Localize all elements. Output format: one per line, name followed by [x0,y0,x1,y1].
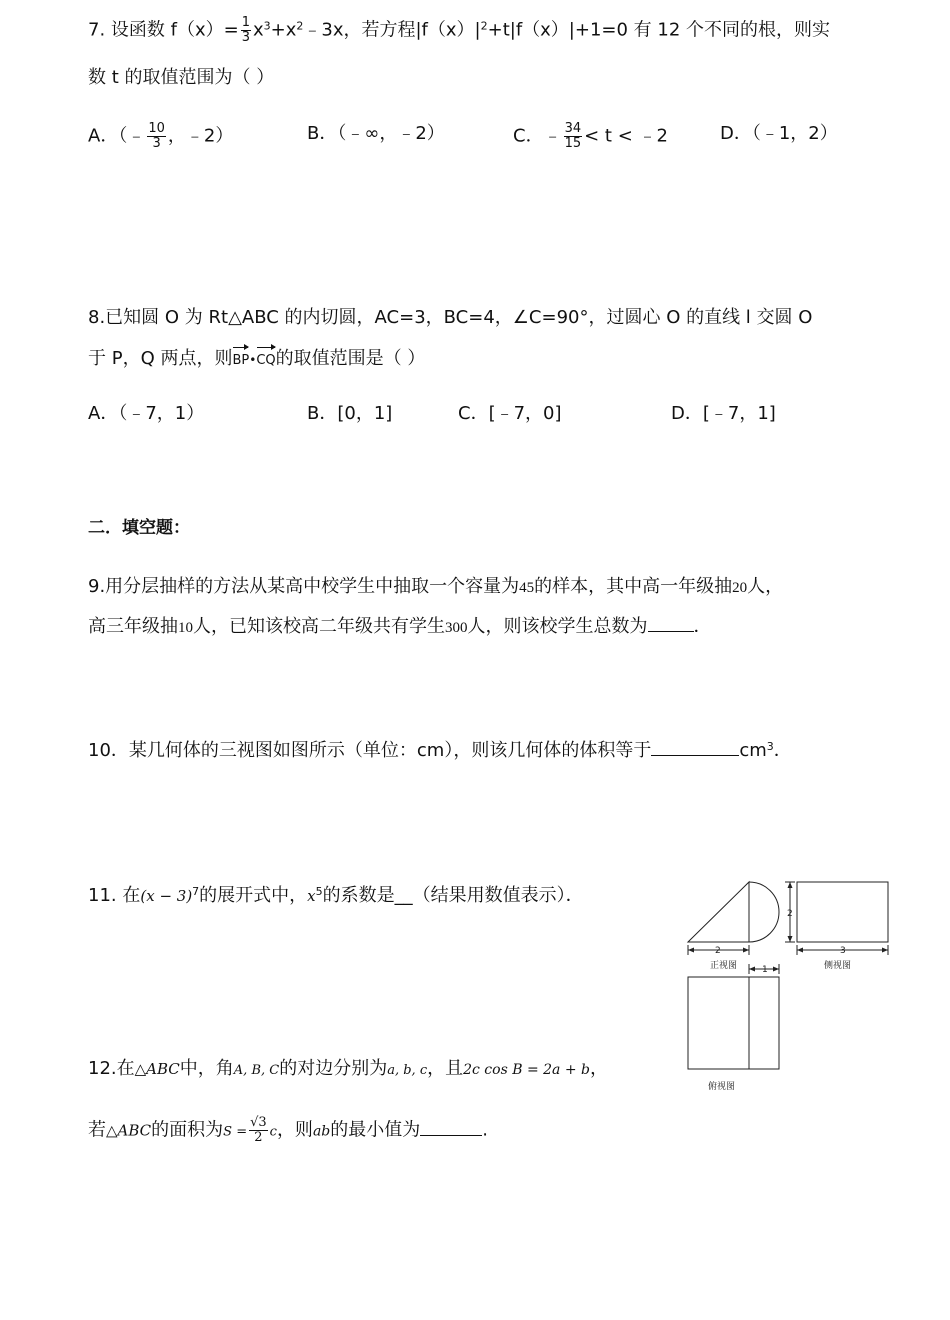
q12-text: 的面积为 [151,1119,224,1141]
vector-cq: CQ [256,345,275,373]
exp: 3 [263,19,271,33]
q11-text: 11. 在 [88,885,141,906]
three-view-figure [678,872,898,1097]
frac-den: 3 [152,136,161,151]
front-view-semicircle [749,882,779,942]
q11-text: 的展开式中， [199,885,308,906]
answer-blank[interactable] [651,737,739,756]
q12-text: 的最小值为 [330,1119,421,1141]
q7-text-a: 7. 设函数 f（x）= [88,19,239,41]
opt-fraction [564,122,583,151]
exp: 3 [766,740,774,753]
q12-text: 若 [88,1119,106,1141]
q7-fraction [241,16,251,45]
side-view-label: 侧视图 [824,961,852,971]
q10-text: 10．某几何体的三视图如图所示（单位：cm），则该几何体的体积等于 [88,740,652,761]
math-expr: (x − 3) [140,887,193,905]
q11-text: 的系数是 [322,885,395,906]
math-expr: A, B, C [233,1063,280,1078]
math-var: c [269,1124,277,1140]
frac-den: 2 [254,1130,263,1145]
q9-line2 [88,613,712,640]
unit: cm [739,740,767,761]
q7-line2: 数 t 的取值范围为（ ） [88,67,275,88]
dim-front-label: 2 [715,946,721,956]
q8-text-b: 的取值范围是（ ） [275,348,426,369]
q10-end: ． [773,740,792,761]
side-view-rect [797,882,888,942]
q12-text: 的对边分别为 [279,1058,388,1079]
answer-blank[interactable] [648,613,694,632]
exp: 2 [480,19,488,33]
q7-text-d: ﹣3x，若方程|f（x）| [303,19,481,41]
q8-option-b[interactable]: B．[0，1] [307,403,393,424]
top-view-rect [688,977,779,1069]
math-var: x [307,887,316,905]
q12-text: . [482,1119,488,1141]
q7-option-b[interactable]: B．（﹣∞，﹣2） [307,123,445,144]
dot-operator: • [249,353,257,367]
q9-text: 的样本，其中高一年级抽 [534,576,733,597]
opt-fraction [147,122,166,151]
q9-line1 [88,575,783,600]
q7-option-d[interactable]: D．（﹣1，2） [720,123,838,144]
q7-option-a[interactable] [88,122,233,151]
q9-text: 人， [747,576,784,597]
q12-text: ，则 [276,1119,313,1141]
math-fraction [249,1116,268,1145]
q9-text: 人，已知该校高二年级共有学生 [193,616,445,637]
frac-num: 1 [241,15,250,30]
frac-num: 10 [148,121,165,136]
number: 20 [732,580,748,596]
q8-option-c[interactable]: C．[﹣7，0] [458,403,562,424]
q7-text-e: +t|f（x）|+1=0 有 12 个不同的根，则实 [487,19,831,41]
dim-side-label: 3 [840,946,846,956]
frac-num: 34 [564,121,582,136]
frac-num: √3 [250,1115,267,1130]
section-heading: 二．填空题： [88,518,190,538]
frac-den: 3 [241,30,250,45]
math-var: ab [312,1123,331,1140]
q11-line [88,884,584,908]
dim-height-label: 2 [787,909,793,919]
q9-text: 高三年级抽 [88,616,178,637]
q7-text-b: x [252,19,264,41]
opt-text: C．﹣ [513,125,562,147]
math-expr: 2c cos B = 2a + b [463,1062,590,1078]
q11-text: （结果用数值表示）． [412,885,584,906]
answer-blank[interactable]: __ [394,885,413,906]
opt-text: ，﹣2） [167,125,234,147]
q7-text-c: +x [270,19,297,41]
number: 45 [519,580,535,596]
exp: 2 [296,19,304,33]
math-expr: a, b, c [387,1063,428,1078]
q12-text: ， [589,1058,608,1079]
q8-text-a: 于 P，Q 两点，则 [88,348,233,369]
frac-den: 15 [564,136,582,151]
opt-text: < t < ﹣2 [584,125,668,147]
q8-option-d[interactable]: D．[﹣7，1] [671,403,776,424]
q7-option-c[interactable] [513,122,668,151]
q12-text: ，且 [427,1058,464,1079]
exp: 5 [315,885,323,898]
answer-blank[interactable] [420,1117,482,1136]
dim-top-label: 1 [762,965,768,975]
q12-text: 中，角 [179,1058,234,1079]
q12-line1 [88,1057,608,1083]
opt-text: A．（﹣ [88,125,146,147]
front-view-label: 正视图 [710,961,738,971]
q7-line1 [88,16,830,45]
number: 300 [445,620,468,636]
q8-option-a[interactable]: A．（﹣7，1） [88,403,205,424]
vector-bp: BP [232,345,249,373]
q12-text: 12.在 [88,1058,135,1079]
math-expr: △ABC [106,1121,152,1140]
q8-line2 [88,345,425,373]
q9-text: 人，则该校学生总数为 [467,616,648,637]
q10-line [88,737,792,763]
front-view-triangle [688,882,749,942]
exp: 7 [192,885,200,898]
number: 10 [178,620,193,636]
q9-text: 9.用分层抽样的方法从某高中校学生中抽取一个容量为 [88,576,520,597]
top-view-label: 俯视图 [708,1082,736,1092]
q12-line2 [88,1116,488,1145]
q9-text: ． [693,616,712,637]
math-expr: S = [223,1124,248,1140]
q8-line1: 8.已知圆 O 为 Rt△ABC 的内切圆，AC=3，BC=4，∠C=90°，过圆心 O 的直线 l 交圆 O [88,307,813,328]
math-expr: △ABC [134,1060,180,1078]
